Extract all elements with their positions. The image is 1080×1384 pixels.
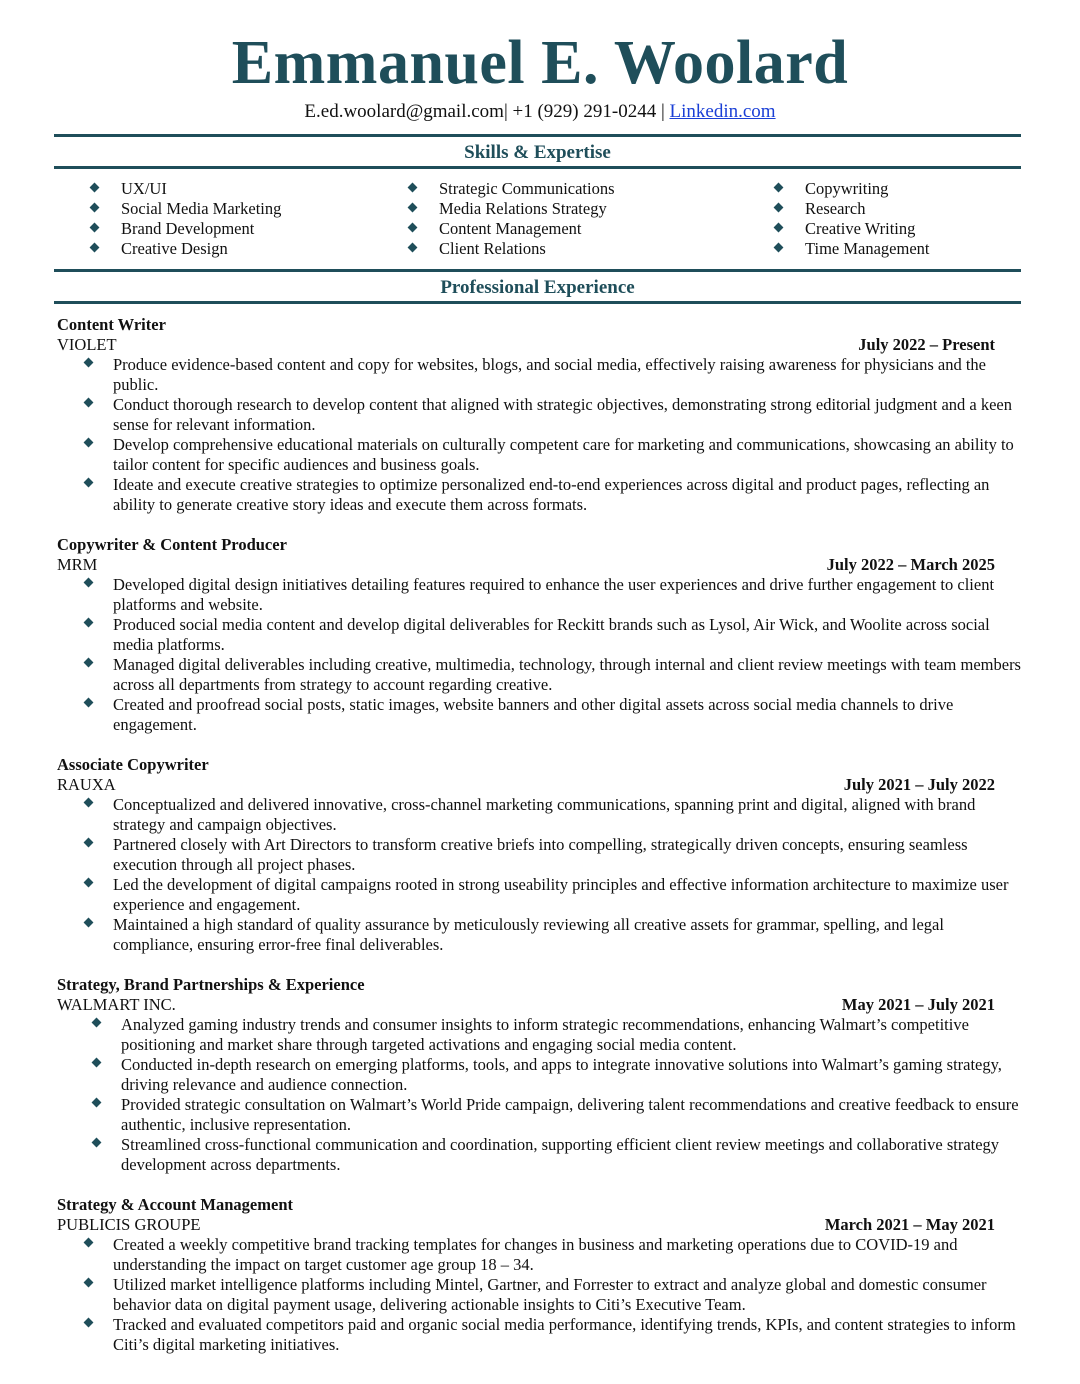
bullet-item: Conduct thorough research to develop content that aligned with strategic objectives, demonstrating strong editorial judgment and a keen sense for relevant information. [57, 395, 1027, 435]
bullet-item: Tracked and evaluated competitors paid and organic social media performance, identifying trends, KPIs, and content strategies to inform Citi’s digital marketing initiatives. [57, 1315, 1027, 1355]
bullet-item: Develop comprehensive educational materials on culturally competent care for marketing and communications, showcasing an ability to tailor content for specific audiences and business goals. [57, 435, 1027, 475]
skill-item: Creative Writing [775, 219, 930, 239]
diamond-bullet-icon [84, 918, 94, 928]
skill-item: Creative Design [91, 239, 281, 259]
job-title: Content Writer [57, 315, 166, 334]
job-meta [57, 555, 1027, 575]
bullet-item: Partnered closely with Art Directors to transform creative briefs into compelling, strategically driven concepts, ensuring seamless execution through all project phases. [57, 835, 1027, 875]
job-dates: July 2021 – July 2022 [843, 775, 995, 794]
diamond-bullet-icon [774, 203, 784, 213]
bullet-item: Conceptualized and delivered innovative, cross-channel marketing communications, spanning print and digital, aligned with brand strategy and campaign objectives. [57, 795, 1027, 835]
section-rule [54, 134, 1021, 137]
section-rule [54, 301, 1021, 304]
bullet-item: Analyzed gaming industry trends and consumer insights to inform strategic recommendations, enhancing Walmart’s competitive positioning and market share through targeted activations and engaging social media content. [57, 1015, 1027, 1055]
diamond-bullet-icon [774, 243, 784, 253]
diamond-bullet-icon [92, 1018, 102, 1028]
bullet-item: Conducted in-depth research on emerging platforms, tools, and apps to integrate innovative solutions into Walmart’s gaming strategy, driving relevance and audience connection. [57, 1055, 1027, 1095]
skill-item: Research [775, 199, 930, 219]
bullet-item: Utilized market intelligence platforms including Mintel, Gartner, and Forrester to extract and analyze global and domestic consumer behavior data on digital payment usage, delivering actionable insights to Citi’s Executive Team. [57, 1275, 1027, 1315]
diamond-bullet-icon [84, 1278, 94, 1288]
diamond-bullet-icon [92, 1098, 102, 1108]
diamond-bullet-icon [90, 183, 100, 193]
skills-column-1 [91, 179, 281, 259]
bullet-item: Created a weekly competitive brand tracking templates for changes in business and marketing operations due to COVID-19 and understanding the impact on target customer age group 18 – 34. [57, 1235, 1027, 1275]
diamond-bullet-icon [84, 878, 94, 888]
job-meta [57, 775, 1027, 795]
bullet-item: Developed digital design initiatives detailing features required to enhance the user experiences and drive further engagement to client platforms and website. [57, 575, 1027, 615]
diamond-bullet-icon [408, 223, 418, 233]
diamond-bullet-icon [84, 1318, 94, 1328]
skill-item: Brand Development [91, 219, 281, 239]
skill-item: Social Media Marketing [91, 199, 281, 219]
skill-item: Media Relations Strategy [409, 199, 615, 219]
section-rule [54, 269, 1021, 272]
skill-item: Strategic Communications [409, 179, 615, 199]
diamond-bullet-icon [408, 203, 418, 213]
job-title: Copywriter & Content Producer [57, 535, 287, 554]
experience-section-title: Professional Experience [440, 277, 635, 298]
company-name: MRM [57, 555, 98, 574]
diamond-bullet-icon [84, 578, 94, 588]
skills-column-3 [775, 179, 930, 259]
bullet-item: Ideate and execute creative strategies to optimize personalized end-to-end experiences across digital and product pages, reflecting an ability to generate creative story ideas and execute them across formats. [57, 475, 1027, 515]
job-dates: March 2021 – May 2021 [824, 1215, 995, 1234]
job-entry [57, 535, 1027, 735]
contact-line [0, 99, 1080, 125]
diamond-bullet-icon [84, 358, 94, 368]
bullet-item: Provided strategic consultation on Walmart’s World Pride campaign, delivering talent recommendations and creative feedback to ensure authentic, inclusive representation. [57, 1095, 1027, 1135]
separator: | [656, 101, 670, 122]
diamond-bullet-icon [84, 1238, 94, 1248]
diamond-bullet-icon [90, 243, 100, 253]
company-name: WALMART INC. [57, 995, 176, 1014]
diamond-bullet-icon [90, 203, 100, 213]
diamond-bullet-icon [84, 398, 94, 408]
job-meta [57, 1215, 1027, 1235]
diamond-bullet-icon [84, 698, 94, 708]
skill-item: Client Relations [409, 239, 615, 259]
diamond-bullet-icon [92, 1058, 102, 1068]
job-entry [57, 755, 1027, 955]
diamond-bullet-icon [84, 798, 94, 808]
diamond-bullet-icon [408, 183, 418, 193]
bullet-item: Streamlined cross-functional communication and coordination, supporting efficient client review meetings and collaborative strategy development across departments. [57, 1135, 1027, 1175]
job-entry [57, 975, 1027, 1175]
bullet-item: Created and proofread social posts, static images, website banners and other digital assets across social media channels to drive engagement. [57, 695, 1027, 735]
company-name: VIOLET [57, 335, 117, 354]
diamond-bullet-icon [84, 478, 94, 488]
diamond-bullet-icon [92, 1138, 102, 1148]
candidate-name: Emmanuel E. Woolard [231, 29, 849, 97]
job-entry [57, 315, 1027, 515]
diamond-bullet-icon [90, 223, 100, 233]
bullet-item: Produce evidence-based content and copy for websites, blogs, and social media, effectively raising awareness for physicians and the public. [57, 355, 1027, 395]
bullet-item: Managed digital deliverables including creative, multimedia, technology, through internal and client review meetings with team members across all departments from strategy to account regarding creative. [57, 655, 1027, 695]
bullet-item: Led the development of digital campaigns rooted in strong useability principles and effective information architecture to maximize user experience and engagement. [57, 875, 1027, 915]
job-entry [57, 1195, 1027, 1355]
job-dates: July 2022 – March 2025 [826, 555, 995, 574]
skills-section-title: Skills & Expertise [464, 142, 611, 163]
skill-item: UX/UI [91, 179, 281, 199]
email-text: E.ed.woolard@gmail.com [304, 101, 504, 122]
company-name: RAUXA [57, 775, 116, 794]
job-dates: May 2021 – July 2021 [841, 995, 995, 1014]
diamond-bullet-icon [84, 618, 94, 628]
diamond-bullet-icon [774, 223, 784, 233]
linkedin-link[interactable]: Linkedin.com [669, 101, 776, 122]
skill-item: Content Management [409, 219, 615, 239]
phone-text: +1 (929) 291-0244 [512, 101, 657, 122]
company-name: PUBLICIS GROUPE [57, 1215, 201, 1234]
diamond-bullet-icon [774, 183, 784, 193]
skill-item: Copywriting [775, 179, 930, 199]
skills-column-2 [409, 179, 615, 259]
job-title: Associate Copywriter [57, 755, 209, 774]
bullet-item: Maintained a high standard of quality assurance by meticulously reviewing all creative assets for grammar, spelling, and legal compliance, ensuring error-free final deliverables. [57, 915, 1027, 955]
job-title: Strategy & Account Management [57, 1195, 293, 1214]
diamond-bullet-icon [84, 658, 94, 668]
job-title: Strategy, Brand Partnerships & Experience [57, 975, 365, 994]
job-meta [57, 335, 1027, 355]
diamond-bullet-icon [84, 838, 94, 848]
job-meta [57, 995, 1027, 1015]
job-dates: July 2022 – Present [858, 335, 995, 354]
diamond-bullet-icon [84, 438, 94, 448]
diamond-bullet-icon [408, 243, 418, 253]
skill-item: Time Management [775, 239, 930, 259]
separator: | [503, 101, 513, 122]
section-rule [54, 166, 1021, 169]
bullet-item: Produced social media content and develop digital deliverables for Reckitt brands such as Lysol, Air Wick, and Woolite across social media platforms. [57, 615, 1027, 655]
